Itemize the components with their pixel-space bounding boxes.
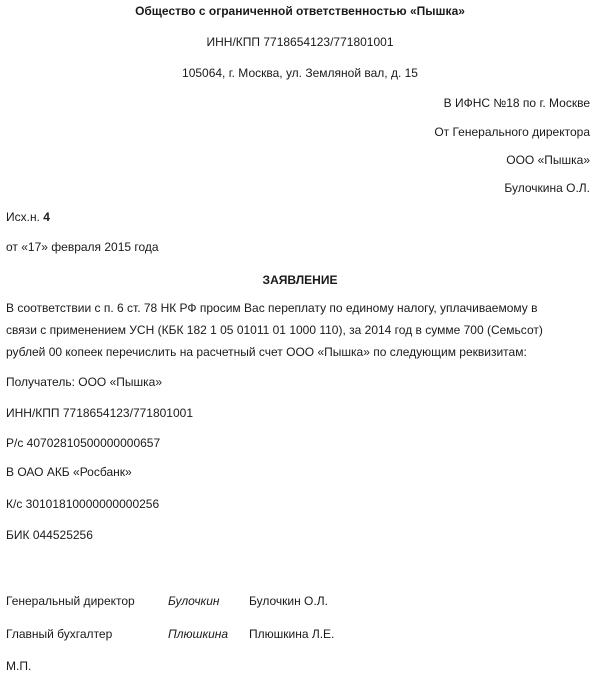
bik: БИК 044525256	[6, 528, 93, 542]
signature-role-director: Генеральный директор	[6, 594, 135, 608]
company-inn-kpp: ИНН/КПП 7718654123/771801001	[206, 35, 394, 49]
body-line-2: связи с применением УСН (КБК 182 1 05 01011 01 1000 110), за 2014 год в сумме 700 (Семьсот)	[6, 323, 543, 337]
signature-name-director: Булочкин О.Л.	[249, 594, 328, 608]
addressee-org: ООО «Пышка»	[506, 153, 590, 167]
settlement-account: Р/с 40702810500000000657	[6, 436, 161, 450]
outgoing-prefix: Исх.н.	[6, 210, 44, 224]
correspondent-account: К/с 30101810000000000256	[6, 497, 160, 511]
addressee-from: От Генерального директора	[434, 125, 590, 139]
company-name: Общество с ограниченной ответственностью «Пышка»	[135, 4, 465, 18]
body-line-1: В соответствии с п. 6 ст. 78 НК РФ просим Вас переплату по единому налогу, уплачиваемому в	[6, 301, 538, 315]
signature-mark-accountant: Плюшкина	[168, 627, 229, 641]
stamp-place: М.П.	[6, 659, 32, 673]
document-title: ЗАЯВЛЕНИЕ	[262, 273, 338, 287]
recipient-inn-kpp: ИНН/КПП 7718654123/771801001	[6, 406, 194, 420]
outgoing-number-value: 4	[43, 210, 50, 224]
addressee-to: В ИФНС №18 по г. Москве	[443, 96, 590, 110]
signature-name-accountant: Плюшкина Л.Е.	[249, 627, 335, 641]
outgoing-date: от «17» февраля 2015 года	[6, 240, 159, 254]
outgoing-number	[6, 210, 50, 225]
recipient: Получатель: ООО «Пышка»	[6, 375, 163, 389]
signature-role-accountant: Главный бухгалтер	[6, 627, 113, 641]
addressee-name: Булочкина О.Л.	[504, 181, 590, 195]
body-line-3: рублей 00 копеек перечислить на расчетный счет ООО «Пышка» по следующим реквизитам:	[6, 345, 527, 359]
company-address: 105064, г. Москва, ул. Земляной вал, д. 15	[182, 66, 418, 80]
bank-name: В ОАО АКБ «Росбанк»	[6, 465, 132, 479]
signature-mark-director: Булочкин	[168, 594, 220, 608]
